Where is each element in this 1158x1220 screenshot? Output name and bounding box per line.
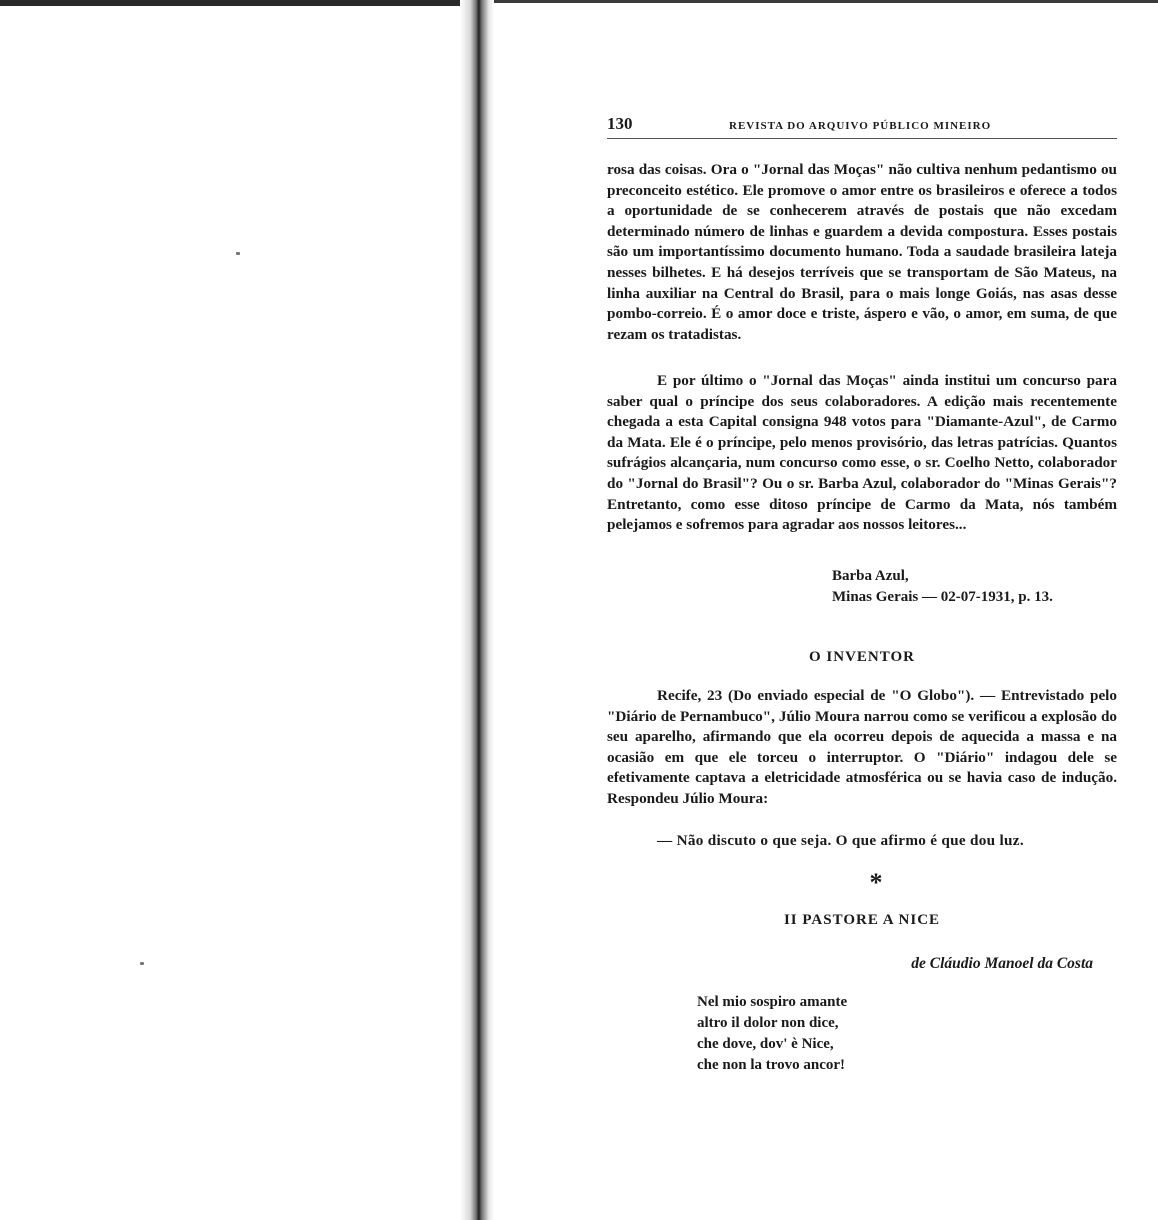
article1-paragraph-2: [607, 371, 1117, 536]
poem: [697, 992, 847, 1076]
article2-quote: — Não discuto o que seja. O que afirmo é que dou luz.: [657, 832, 1024, 849]
article2-paragraph: [607, 686, 1117, 810]
scan-edge-right: [488, 0, 1158, 3]
article1-paragraph-1: [607, 160, 1117, 345]
signature-source: Minas Gerais — 02-07-1931, p. 13.: [832, 589, 1053, 605]
poem-line: altro il dolor non dice,: [697, 1015, 839, 1031]
running-title: REVISTA DO ARQUIVO PÚBLICO MINEIRO: [729, 120, 992, 132]
book-gutter: [460, 0, 494, 1220]
section-title-inventor: O INVENTOR: [809, 649, 915, 665]
paragraph-text: rosa das coisas. Ora o "Jornal das Moças" não cultiva nenhum pedantismo ou preconceito estético. Ele promove o amor entre os brasileiros e oferece a todos a oportunidade de se conhecerem através de postais que não excedam determinado número de linhas e guardem a devida compostura. Esses postais são um importantíssimo documento humano. Toda a saudade brasileira lateja nesses bilhetes. E há desejos terríveis que se transportam de São Mateus, na linha auxiliar na Central do Brasil, para o mais longe Goiás, nas asas desse pombo-correio. É o amor doce e triste, áspero e vão, o amor, em suma, de que rezam os tratadistas.: [607, 161, 1117, 343]
poem-line: Nel mio sospiro amante: [697, 994, 848, 1010]
poem-author: de Cláudio Manoel da Costa: [911, 955, 1093, 972]
blank-left-page: [0, 6, 460, 1220]
scan-speck: [236, 252, 240, 255]
signature-author: Barba Azul,: [832, 568, 909, 584]
poem-line: che dove, dov' è Nice,: [697, 1036, 834, 1052]
paragraph-text: Recife, 23 (Do enviado especial de "O Globo"). — Entrevistado pelo "Diário de Pernambuco", Júlio Moura narrou como se verificou a explosão do seu aparelho, afirmando que ela ocorreu depois de aquecida a massa e na ocasião em que ele torceu o interruptor. O "Diário" indagou dele se efetivamente captava a eletricidade atmosférica ou se havia caso de indução. Respondeu Júlio Moura:: [607, 687, 1117, 807]
article1-signature: [832, 566, 1053, 608]
paragraph-text: E por último o "Jornal das Moças" ainda institui um concurso para saber qual o príncipe dos seus colaboradores. A edição mais recentemente chegada a esta Capital consigna 948 votos para "Diamante-Azul", de Carmo da Mata. Ele é o príncipe, pelo menos provisório, das letras patrícias. Quantos sufrágios alcançaria, num concurso como esse, o sr. Coelho Netto, colaborador do "Jornal do Brasil"? Ou o sr. Barba Azul, colaborador do "Minas Gerais"? Entretanto, como esse ditoso príncipe de Carmo da Mata, nós também pelejamos e sofremos para agradar aos nossos leitores...: [607, 372, 1117, 534]
page-header: [607, 112, 1117, 139]
section-separator: *: [869, 868, 883, 897]
scan-speck: [140, 962, 144, 965]
page-number: 130: [607, 114, 633, 133]
section-title-pastore: II PASTORE A NICE: [783, 912, 941, 928]
poem-line: che non la trovo ancor!: [697, 1057, 846, 1073]
